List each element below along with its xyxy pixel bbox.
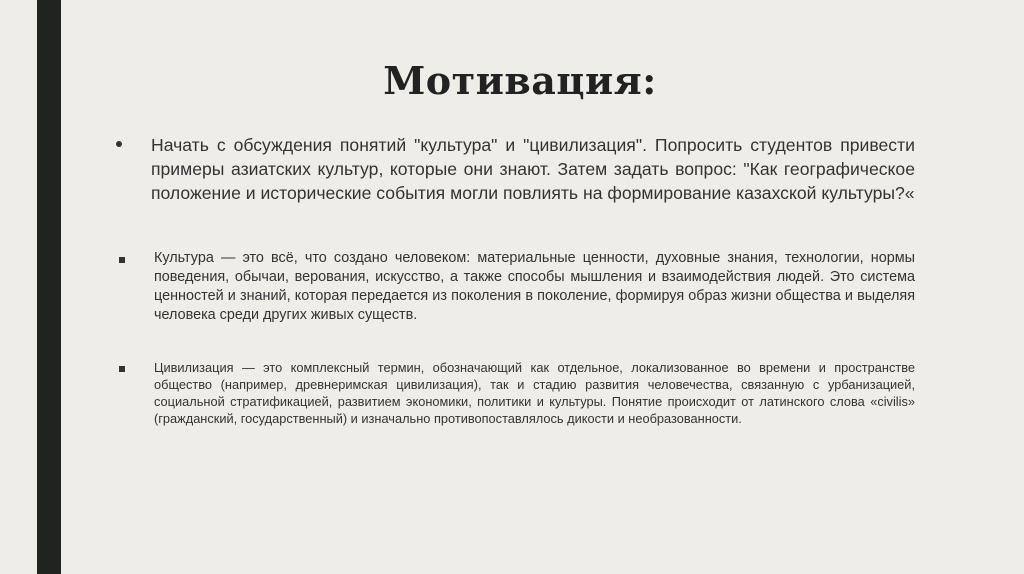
round-bullet-icon: [116, 141, 122, 147]
square-bullet-icon: [119, 366, 125, 372]
square-bullet-icon: [119, 257, 125, 263]
bullet-2-text: Культура — это всё, что создано человеком: материальные ценности, духовные знания, технологии, нормы поведения, обычаи, верования, искусство, а также способы мышления и взаимодействия людей. Это система ценностей и знаний, которая передается из поколения в поколение, формируя образ жизни общества и выделяя человека среди других живых существ.: [154, 250, 915, 323]
bullet-1-text: Начать с обсуждения понятий "культура" и "цивилизация". Попросить студентов привести примеры азиатских культур, которые они знают. Затем задать вопрос: "Как географическое положение и исторические события могли повлиять на формирование казахской культуры?«: [151, 135, 915, 203]
bullet-3-text: Цивилизация — это комплексный термин, обозначающий как отдельное, локализованное во времени и пространстве общество (например, древнеримская цивилизация), так и стадию развития человечества, связанную с урбанизацией, социальной стратификацией, развитием экономики, политики и культуры. Понятие происходит от латинского слова «civilis» (гражданский, государственный) и изначально противопоставлялось дикости и необразованности.: [154, 360, 915, 426]
slide-title: Мотивация:: [383, 58, 657, 103]
